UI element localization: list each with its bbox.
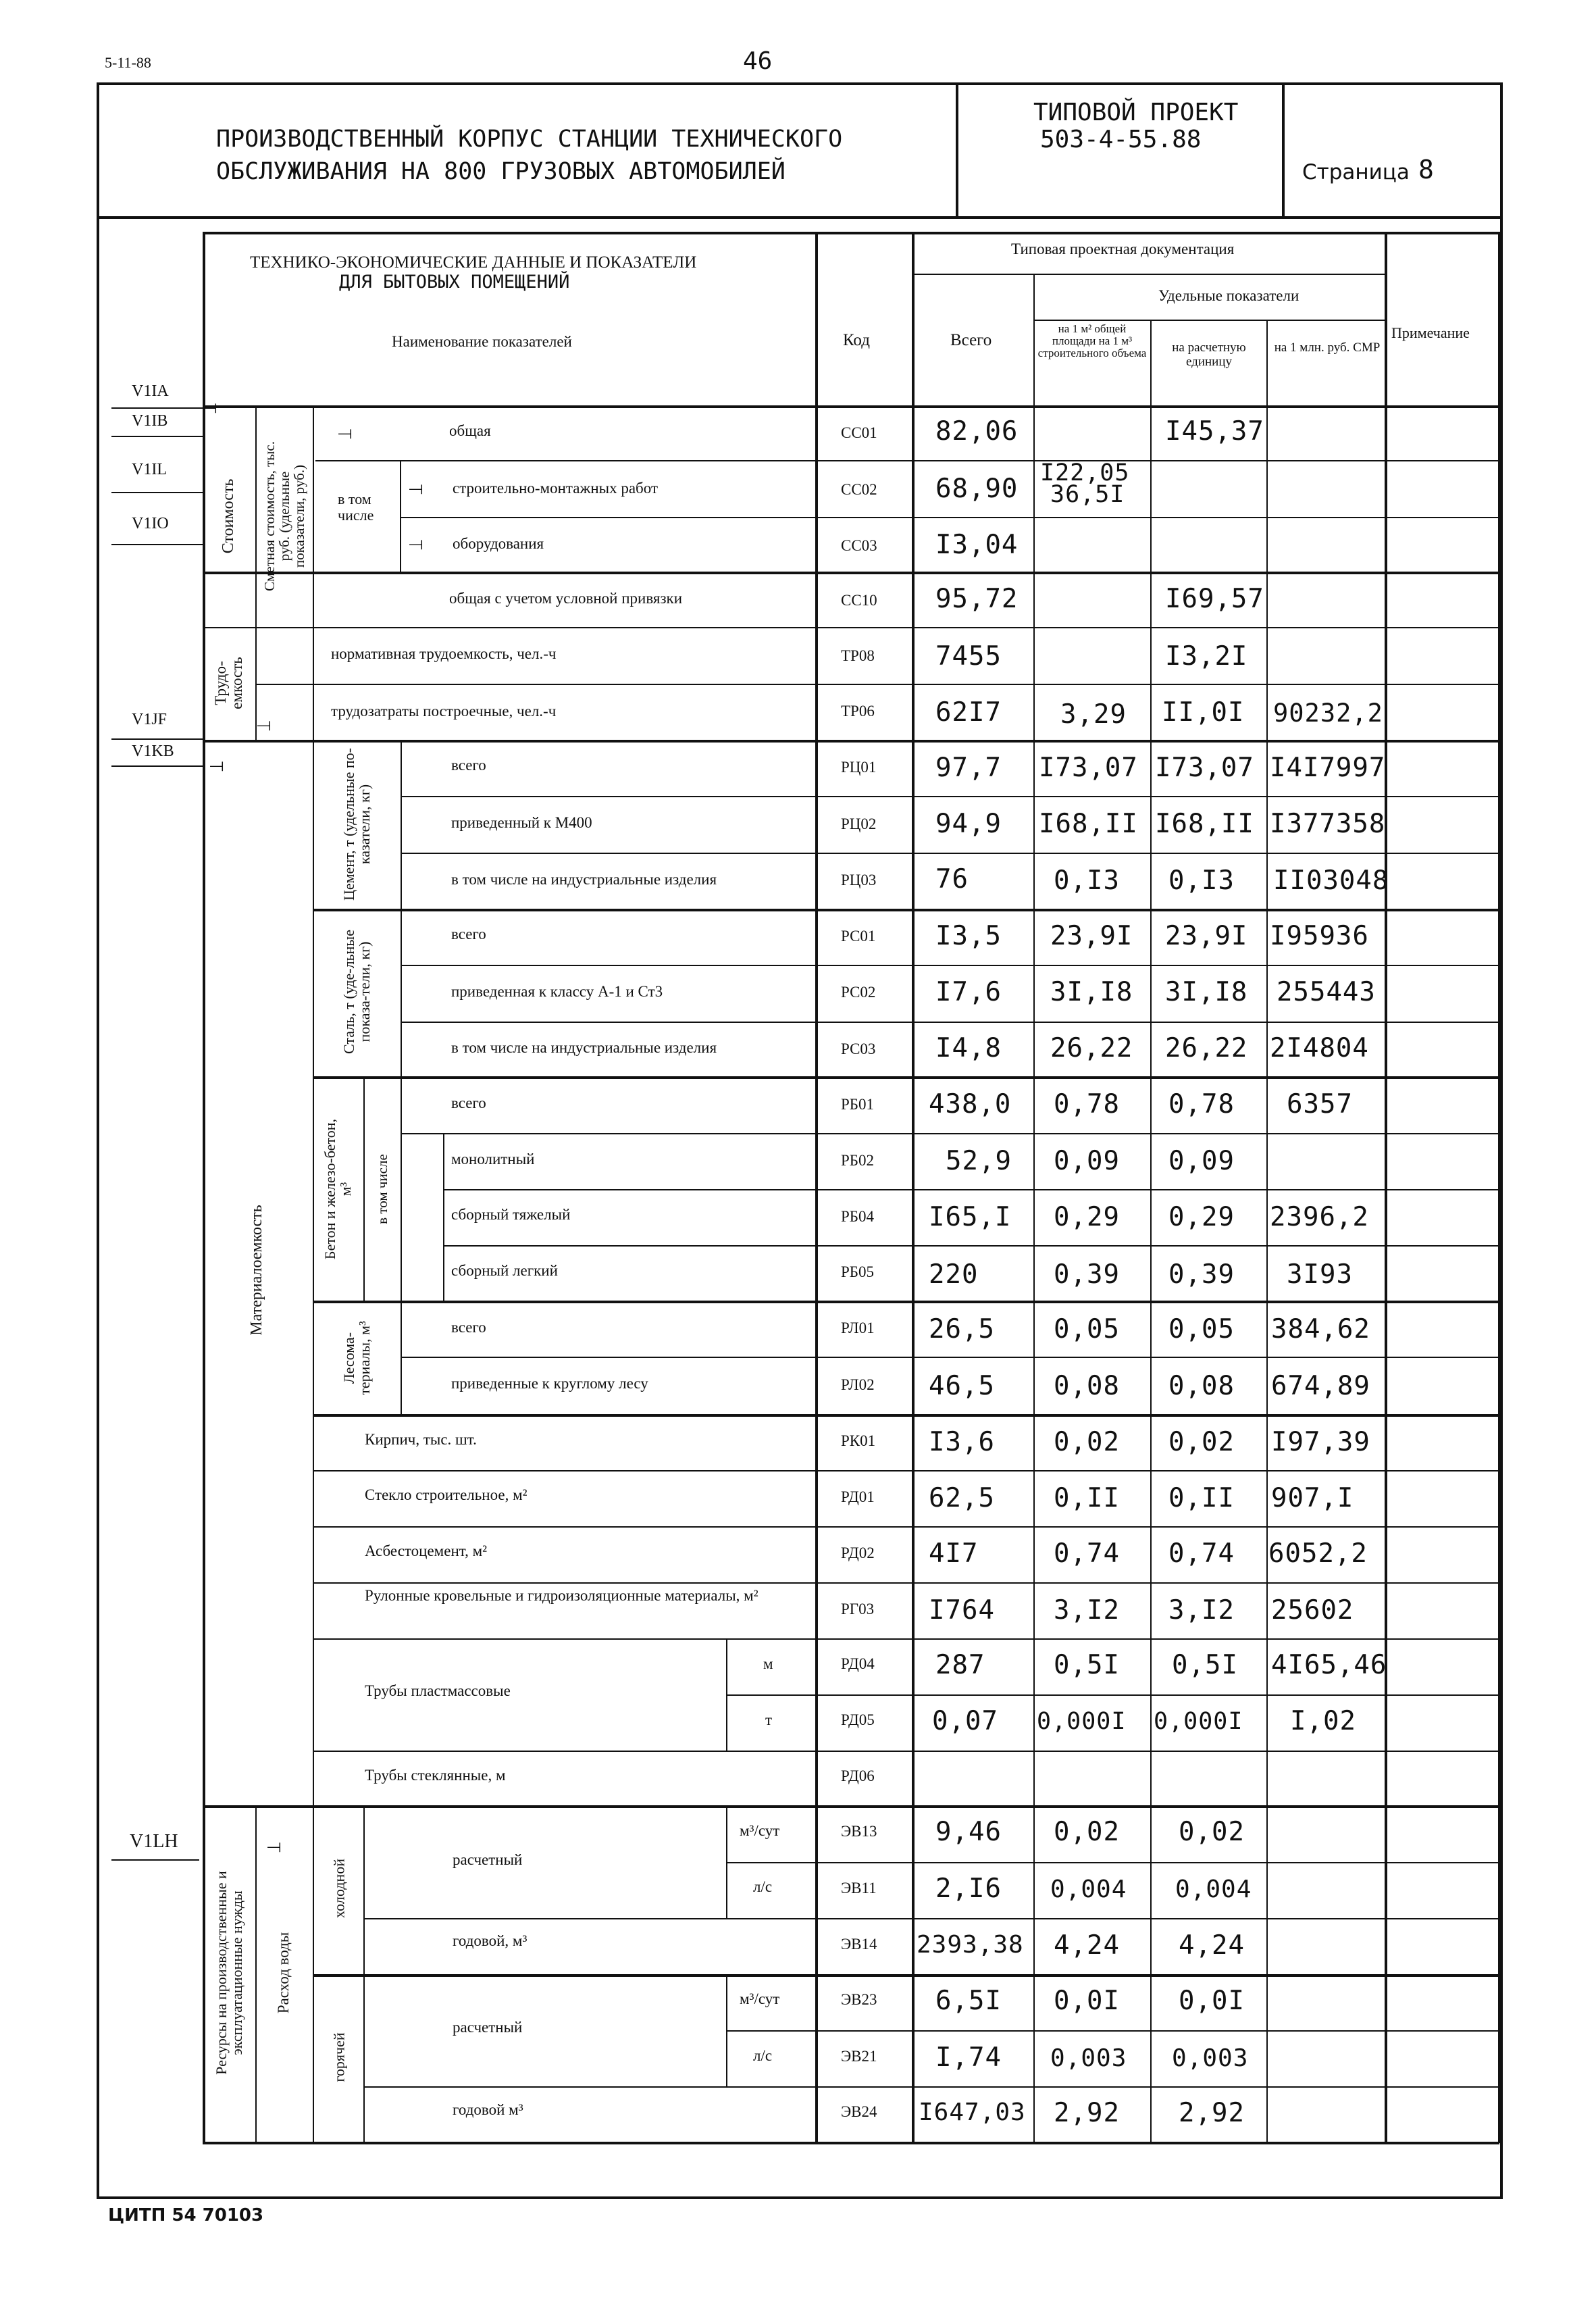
row-per-m2: 0,74 [1054, 1538, 1120, 1569]
row-total: I4,8 [935, 1033, 1002, 1063]
side-tag-v1il: V1IL [132, 461, 167, 478]
table-title-line2: ДЛЯ БЫТОВЫХ ПОМЕЩЕНИЙ [339, 272, 570, 293]
row-name: всего [451, 926, 486, 942]
row-code: РЛ02 [841, 1376, 875, 1393]
row-total: 46,5 [929, 1371, 995, 1401]
row-per-m2: 3,I2 [1054, 1595, 1120, 1626]
row-per-unit: 0,09 [1168, 1146, 1235, 1176]
side-tag-v1kb: V1KB [132, 743, 174, 760]
row-per-unit: 0,003 [1172, 2044, 1249, 2072]
row-total: 4I7 [929, 1538, 979, 1569]
arrow-marker: ⟞ [267, 1836, 282, 1857]
row-per-unit: 0,39 [1168, 1259, 1235, 1290]
row-per-unit: 3,I2 [1168, 1595, 1235, 1626]
row-code: РД06 [841, 1767, 875, 1784]
group-cold-water: холодной [330, 1859, 348, 1918]
row-per-unit: 0,02 [1179, 1817, 1245, 1847]
row-code: РБ04 [841, 1208, 874, 1225]
row-per-m2: 0,I3 [1054, 865, 1120, 896]
arrow-marker: ⟞ [257, 715, 272, 735]
row-unit: м [763, 1655, 773, 1672]
row-code: РД01 [841, 1488, 875, 1505]
row-per-unit: I68,II [1155, 809, 1254, 839]
row-per-m2: 0,05 [1054, 1314, 1120, 1344]
indicator-name-header: Наименование показателей [392, 333, 572, 350]
row-per-m2: 0,000I [1037, 1708, 1127, 1735]
row-unit: т [765, 1711, 773, 1728]
total-header: Всего [950, 331, 992, 349]
per-unit-header: на расчетную единицу [1172, 341, 1246, 369]
side-tag-v1ib: V1IB [132, 412, 168, 430]
row-per-m2: 0,02 [1054, 1427, 1120, 1457]
row-code: РЦ03 [841, 872, 877, 888]
row-per-unit: 0,000I [1154, 1708, 1243, 1735]
group-steel: Сталь, т (уде-льные показа-тели, кг) [340, 930, 373, 1054]
row-unit: м³/сут [740, 1990, 780, 2007]
row-per-unit: II,0I [1162, 697, 1245, 728]
row-name: в том числе на индустриальные изделия [451, 871, 717, 888]
side-tag-v1lh: V1LH [130, 1831, 178, 1852]
group-resources: Ресурсы на производственные и эксплуатационные нужды [212, 1871, 245, 2075]
row-per-m2: 3,29 [1060, 699, 1127, 730]
row-per-mln: 25602 [1271, 1595, 1354, 1626]
row-name: в том числе на индустриальные изделия [451, 1039, 717, 1056]
row-name: годовой, м³ [453, 1932, 527, 1949]
row-code: ЭВ21 [841, 2048, 877, 2065]
group-timber: Лесома-териалы, м³ [340, 1321, 373, 1395]
row-total: 220 [929, 1259, 979, 1290]
row-name: Кирпич, тыс. шт. [365, 1431, 477, 1448]
row-total: 9,46 [935, 1817, 1002, 1847]
row-name: всего [451, 1319, 486, 1336]
row-name: приведенная к классу А-1 и Ст3 [451, 983, 663, 1000]
project-label: ТИПОВОЙ ПРОЕКТ [1033, 99, 1239, 126]
row-code: СС03 [841, 537, 877, 554]
row-total: 82,06 [935, 416, 1019, 447]
per-mln-header: на 1 млн. руб. СМР [1274, 341, 1381, 355]
document-title-line1: ПРОИЗВОДСТВЕННЫЙ КОРПУС СТАНЦИИ ТЕХНИЧЕСКОГО [216, 126, 843, 153]
row-total: 95,72 [935, 584, 1019, 614]
sheet-number: 8 [1418, 155, 1434, 184]
row-code: РД02 [841, 1544, 875, 1561]
side-tag-v1io: V1IO [132, 515, 169, 532]
arrow-marker: ⟞ [409, 478, 423, 499]
arrow-marker: ⟞ [203, 397, 217, 418]
row-per-unit: I45,37 [1165, 416, 1264, 447]
row-per-m2: 0,003 [1050, 2044, 1127, 2072]
row-code: РБ05 [841, 1263, 874, 1280]
row-name: расчетный [453, 2019, 523, 2036]
row-name: Асбестоцемент, м² [365, 1542, 488, 1559]
row-total: 287 [935, 1650, 985, 1680]
row-per-unit: 0,II [1168, 1483, 1235, 1513]
row-per-mln: I,02 [1290, 1706, 1356, 1736]
row-code: СС10 [841, 592, 877, 609]
row-per-mln: 4I65,46 [1271, 1650, 1387, 1680]
row-per-m2: 0,09 [1054, 1146, 1120, 1176]
row-per-unit: I69,57 [1165, 584, 1264, 614]
row-per-mln: 2396,2 [1270, 1202, 1369, 1232]
row-total: 6,5I [935, 1986, 1002, 2016]
row-total: 0,07 [932, 1706, 998, 1736]
row-per-unit: 0,74 [1168, 1538, 1235, 1569]
row-per-m2: 4,24 [1054, 1930, 1120, 1961]
row-per-unit: 3I,I8 [1165, 977, 1248, 1007]
row-per-m2: 0,5I [1054, 1650, 1120, 1680]
row-code: ЭВ11 [841, 1880, 877, 1896]
row-code: РС03 [841, 1040, 876, 1057]
row-code: РБ01 [841, 1096, 874, 1113]
row-name: монолитный [451, 1151, 535, 1167]
row-per-m2: 0,02 [1054, 1817, 1120, 1847]
row-total: 68,90 [935, 474, 1019, 504]
row-code: РЛ01 [841, 1319, 875, 1336]
row-per-mln: I95936 [1270, 921, 1369, 951]
row-total: 7455 [935, 641, 1002, 672]
page-number: 46 [743, 47, 773, 75]
row-name: годовой м³ [453, 2101, 523, 2118]
row-code: ТР06 [841, 703, 875, 720]
row-code: РК01 [841, 1432, 876, 1449]
row-per-unit: 0,02 [1168, 1427, 1235, 1457]
row-per-mln: 90232,2 [1273, 699, 1383, 728]
row-name: общая с учетом условной привязки [449, 590, 683, 607]
row-per-mln: 2I4804 [1270, 1033, 1369, 1063]
row-per-mln: I4I7997 [1270, 753, 1386, 783]
row-name: трудозатраты построечные, чел.-ч [331, 703, 557, 720]
row-per-unit: 0,I3 [1168, 865, 1235, 896]
row-code: РЦ01 [841, 759, 877, 776]
group-concrete-incl: в том числе [374, 1154, 390, 1224]
row-name: Трубы стеклянные, м [365, 1767, 506, 1784]
page-date: 5-11-88 [105, 54, 151, 71]
row-per-mln: 6052,2 [1268, 1538, 1368, 1569]
group-hot-water: горячей [330, 2032, 348, 2082]
row-total: I764 [929, 1595, 995, 1626]
group-incl: в том числе [338, 491, 374, 524]
row-per-m2: 0,29 [1054, 1202, 1120, 1232]
row-per-unit: 23,9I [1165, 921, 1248, 951]
row-unit: л/с [753, 2047, 773, 2064]
row-per-m2: I68,II [1039, 809, 1138, 839]
row-name: строительно-монтажных работ [453, 480, 659, 497]
row-per-m2: 0,0I [1054, 1986, 1120, 2016]
row-per-mln: I377358 [1270, 809, 1386, 839]
row-total: I,74 [935, 2042, 1002, 2073]
row-code: РБ02 [841, 1152, 874, 1169]
row-per-unit: 0,08 [1168, 1371, 1235, 1401]
row-code: ЭВ13 [841, 1823, 877, 1840]
row-total: 97,7 [935, 753, 1002, 783]
group-materials: Материалоемкость [248, 1205, 266, 1336]
row-per-unit: 4,24 [1179, 1930, 1245, 1961]
row-per-mln: I97,39 [1271, 1427, 1370, 1457]
table-title-line1: ТЕХНИКО-ЭКОНОМИЧЕСКИЕ ДАННЫЕ И ПОКАЗАТЕЛИ [250, 253, 697, 272]
row-code: ЭВ14 [841, 1936, 877, 1953]
documentation-header: Типовая проектная документация [1011, 241, 1235, 257]
row-total: I3,5 [935, 921, 1002, 951]
row-code: РС02 [841, 984, 876, 1001]
row-total: 52,9 [946, 1146, 1012, 1176]
specific-indicators-header: Удельные показатели [1158, 287, 1299, 304]
row-code: ЭВ24 [841, 2103, 877, 2120]
row-per-m2: 36,5I [1050, 481, 1125, 508]
row-per-mln: II03048 [1273, 865, 1389, 896]
row-code: ЭВ23 [841, 1991, 877, 2008]
group-labor: Трудо-емкость [211, 657, 245, 709]
row-total: I647,03 [919, 2098, 1026, 2126]
row-per-unit: 0,05 [1168, 1314, 1235, 1344]
side-tag-v1jf: V1JF [132, 711, 168, 728]
row-name: Стекло строительное, м² [365, 1486, 527, 1503]
row-per-m2: 0,II [1054, 1483, 1120, 1513]
row-total: I3,6 [929, 1427, 995, 1457]
row-name: сборный тяжелый [451, 1206, 571, 1223]
row-per-m2: 0,39 [1054, 1259, 1120, 1290]
row-name: нормативная трудоемкость, чел.-ч [331, 645, 557, 662]
row-code: ТР08 [841, 647, 875, 664]
row-code: РД05 [841, 1711, 875, 1728]
row-per-unit: 0,004 [1175, 1876, 1252, 1903]
row-per-mln: 384,62 [1271, 1314, 1370, 1344]
row-per-m2: 0,78 [1054, 1089, 1120, 1120]
group-estimated-cost: Сметная стоимость, тыс. руб. (удельные показатели, руб.) [261, 441, 308, 591]
page-frame [97, 82, 1503, 2199]
row-name: общая [449, 422, 491, 439]
row-per-m2: I22,05 [1040, 459, 1130, 486]
row-per-unit: 26,22 [1165, 1033, 1248, 1063]
row-code: СС01 [841, 424, 877, 441]
row-per-mln: 907,I [1271, 1483, 1354, 1513]
row-name: сборный легкий [451, 1262, 558, 1279]
row-name: приведенный к М400 [451, 814, 592, 831]
row-per-unit: 0,0I [1179, 1986, 1245, 2016]
row-name: Рулонные кровельные и гидроизоляционные материалы, м² [365, 1587, 758, 1604]
row-per-m2: 26,22 [1050, 1033, 1133, 1063]
arrow-marker: ⟞ [209, 755, 224, 776]
arrow-marker: ⟞ [338, 423, 353, 443]
code-header: Код [843, 331, 870, 349]
row-per-m2: 23,9I [1050, 921, 1133, 951]
group-cost: Стоимость [220, 478, 238, 554]
side-tag-v1ia: V1IA [132, 382, 169, 400]
row-per-m2: 0,08 [1054, 1371, 1120, 1401]
row-per-m2: 3I,I8 [1050, 977, 1133, 1007]
row-code: РС01 [841, 928, 876, 945]
row-total: 26,5 [929, 1314, 995, 1344]
row-per-m2: I73,07 [1039, 753, 1138, 783]
note-header: Примечание [1391, 324, 1470, 341]
row-total: 62,5 [929, 1483, 995, 1513]
document-title-line2: ОБСЛУЖИВАНИЯ НА 800 ГРУЗОВЫХ АВТОМОБИЛЕЙ [216, 158, 786, 185]
row-per-unit: I73,07 [1155, 753, 1254, 783]
project-number: 503-4-55.88 [1040, 126, 1202, 153]
row-code: СС02 [841, 481, 877, 498]
row-name: всего [451, 1095, 486, 1111]
row-unit: л/с [753, 1878, 773, 1895]
group-cement: Цемент, т (удельные по-казатели, кг) [340, 748, 373, 901]
row-per-mln: 6357 [1287, 1089, 1353, 1120]
row-per-mln: 3I93 [1287, 1259, 1353, 1290]
row-per-mln: 255443 [1277, 977, 1376, 1007]
group-concrete: Бетон и железо-бетон, м³ [321, 1118, 354, 1260]
row-total: 76 [935, 864, 969, 895]
group-water: Расход воды [274, 1932, 292, 2014]
row-total: I7,6 [935, 977, 1002, 1007]
row-per-m2: 2,92 [1054, 2098, 1120, 2128]
row-per-unit: I3,2I [1165, 641, 1248, 672]
row-total: 438,0 [929, 1089, 1012, 1120]
row-code: РГ03 [841, 1601, 875, 1617]
row-total: 62I7 [935, 697, 1002, 728]
row-code: РЦ02 [841, 815, 877, 832]
row-total: 2393,38 [917, 1931, 1024, 1959]
row-per-m2: 0,004 [1050, 1876, 1127, 1903]
row-per-mln: 674,89 [1271, 1371, 1370, 1401]
sheet-label: Страница [1302, 160, 1410, 184]
row-name: расчетный [453, 1851, 523, 1868]
row-per-unit: 0,5I [1172, 1650, 1238, 1680]
row-total: 94,9 [935, 809, 1002, 839]
row-name: всего [451, 757, 486, 774]
row-total: I65,I [929, 1202, 1012, 1232]
footer-code: ЦИТП 54 70103 [108, 2205, 264, 2225]
row-total: 2,I6 [935, 1873, 1002, 1904]
row-per-unit: 2,92 [1179, 2098, 1245, 2128]
row-unit: м³/сут [740, 1822, 780, 1839]
row-name: Трубы пластмассовые [365, 1682, 511, 1699]
row-per-unit: 0,29 [1168, 1202, 1235, 1232]
row-name: приведенные к круглому лесу [451, 1375, 648, 1392]
row-code: РД04 [841, 1655, 875, 1672]
per-m2-header: на 1 м² общей площади на 1 м³ строительного объема [1037, 322, 1147, 359]
row-per-unit: 0,78 [1168, 1089, 1235, 1120]
row-name: оборудования [453, 535, 544, 552]
arrow-marker: ⟞ [409, 534, 423, 554]
row-total: I3,04 [935, 530, 1019, 560]
